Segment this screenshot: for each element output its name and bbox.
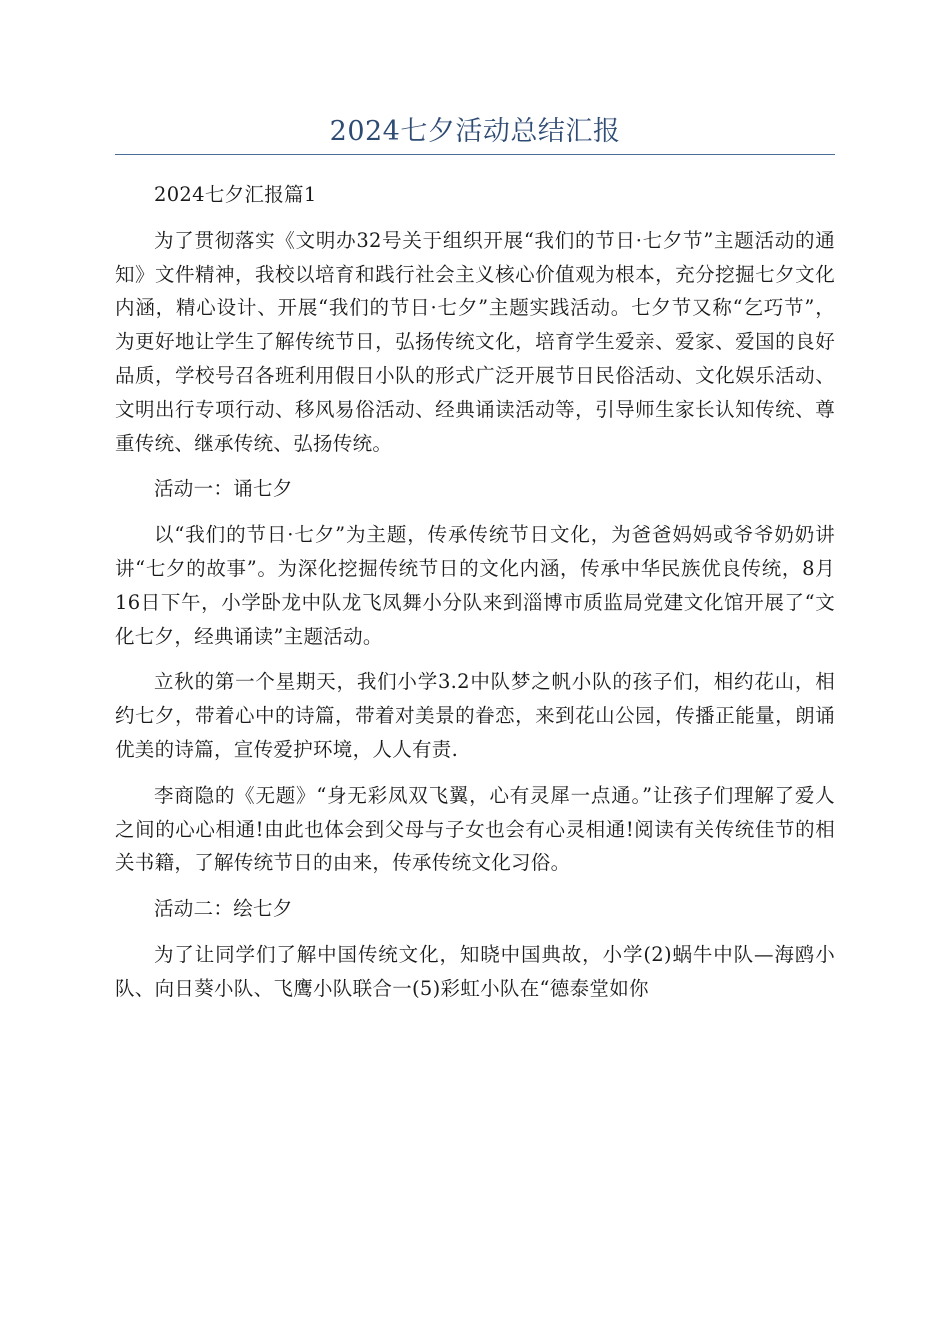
body-paragraph: 以“我们的节日·七夕”为主题，传承传统节日文化，为爸爸妈妈或爷爷奶奶讲讲“七夕的故事”。为深化挖掘传统节日的文化内涵，传承中华民族优良传统，8月16日下午，小学卧龙中队龙飞凤舞小分队来到淄博市质监局党建文化馆开展了“文化七夕，经典诵读”主题活动。 [115,523,835,648]
activity-heading: 活动二：绘七夕 [154,897,293,921]
title-underline [115,154,835,155]
body-paragraph: 立秋的第一个星期天，我们小学3.2中队梦之帆小队的孩子们，相约花山，相约七夕，带着心中的诗篇，带着对美景的眷恋，来到花山公园，传播正能量，朗诵优美的诗篇，宣传爱护环境，人人有责. [115,670,835,761]
section-heading: 2024七夕汇报篇1 [154,183,317,206]
document-title: 2024七夕活动总结汇报 [329,116,621,147]
body-paragraph: 为了让同学们了解中国传统文化，知晓中国典故，小学(2)蜗牛中队—海鸥小队、向日葵小队、飞鹰小队联合一(5)彩虹小队在“德泰堂如你 [115,942,835,1000]
activity-heading: 活动一：诵七夕 [154,477,293,501]
document-body [115,178,835,1018]
body-paragraph: 为了贯彻落实《文明办32号关于组织开展“我们的节日·七夕节”主题活动的通知》文件精神，我校以培育和践行社会主义核心价值观为根本，充分挖掘七夕文化内涵，精心设计、开展“我们的节日·七夕”主题实践活动。七夕节又称“乞巧节”，为更好地让学生了解传统节日，弘扬传统文化，培育学生爱亲、爱家、爱国的良好品质，学校号召各班利用假日小队的形式广泛开展节日民俗活动、文化娱乐活动、文明出行专项行动、移风易俗活动、经典诵读活动等，引导师生家长认知传统、尊重传统、继承传统、弘扬传统。 [115,228,835,455]
body-paragraph: 李商隐的《无题》“身无彩凤双飞翼，心有灵犀一点通。”让孩子们理解了爱人之间的心心相通!由此也体会到父母与子女也会有心灵相通!阅读有关传统佳节的相关书籍，了解传统节日的由来，传承传统文化习俗。 [115,783,835,875]
